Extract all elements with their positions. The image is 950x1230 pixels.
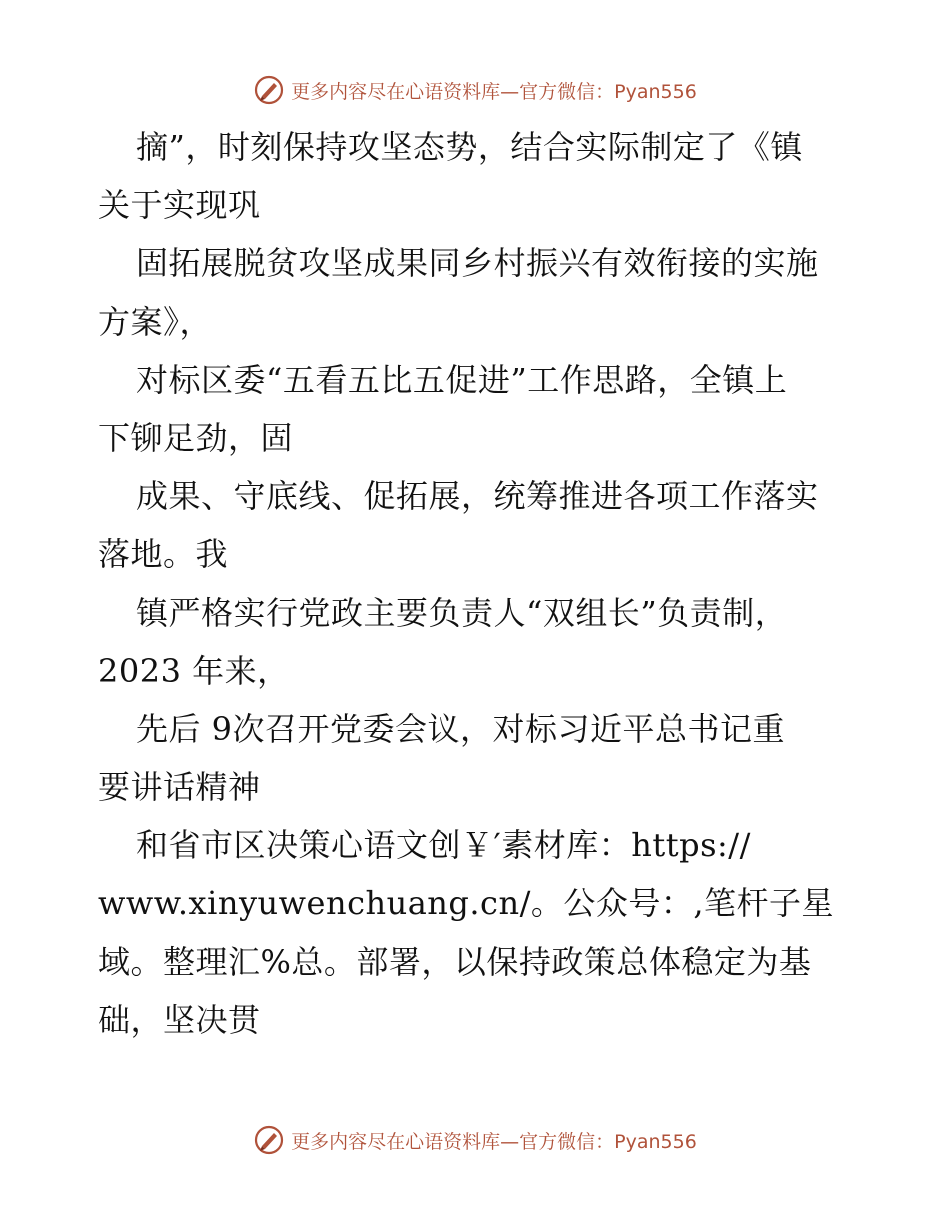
body-line: 对标区委“五看五比五促进”工作思路，全镇上 — [136, 360, 788, 399]
body-line: 方案》， — [98, 302, 213, 341]
body-line: 础，坚决贯 — [98, 1000, 261, 1039]
body-line: 和省市区决策心语文创￥′素材库：https:// — [136, 826, 751, 865]
body-line: 落地。我 — [98, 535, 229, 574]
document-body — [98, 118, 858, 1049]
pen-logo-icon — [253, 1124, 285, 1156]
footer-banner-text: 更多内容尽在心语资料库—官方微信：Pyan556 — [291, 1130, 697, 1153]
body-line: 关于实现巩 — [98, 186, 261, 225]
body-line: 2023 年来， — [98, 651, 290, 690]
header-banner-text: 更多内容尽在心语资料库—官方微信：Pyan556 — [291, 80, 697, 103]
body-line: 域。整理汇%总。部署，以保持政策总体稳定为基 — [98, 942, 812, 981]
body-line: 固拓展脱贫攻坚成果同乡村振兴有效衔接的实施 — [136, 244, 819, 283]
body-line: 成果、守底线、促拓展，统筹推进各项工作落实 — [136, 477, 819, 516]
header-banner — [0, 70, 950, 110]
body-line: 下铆足劲，固 — [98, 418, 294, 457]
body-line: www.xinyuwenchuang.cn/。公众号：,笔杆子星 — [98, 884, 835, 923]
footer-banner — [0, 1120, 950, 1160]
body-line: 要讲话精神 — [98, 768, 261, 807]
body-line: 摘”，时刻保持攻坚态势，结合实际制定了《镇 — [136, 128, 803, 166]
body-line: 镇严格实行党政主要负责人“双组长”负责制， — [136, 593, 788, 632]
pen-logo-icon — [253, 74, 285, 106]
body-line: 先后 9次召开党委会议，对标习近平总书记重 — [136, 709, 786, 748]
